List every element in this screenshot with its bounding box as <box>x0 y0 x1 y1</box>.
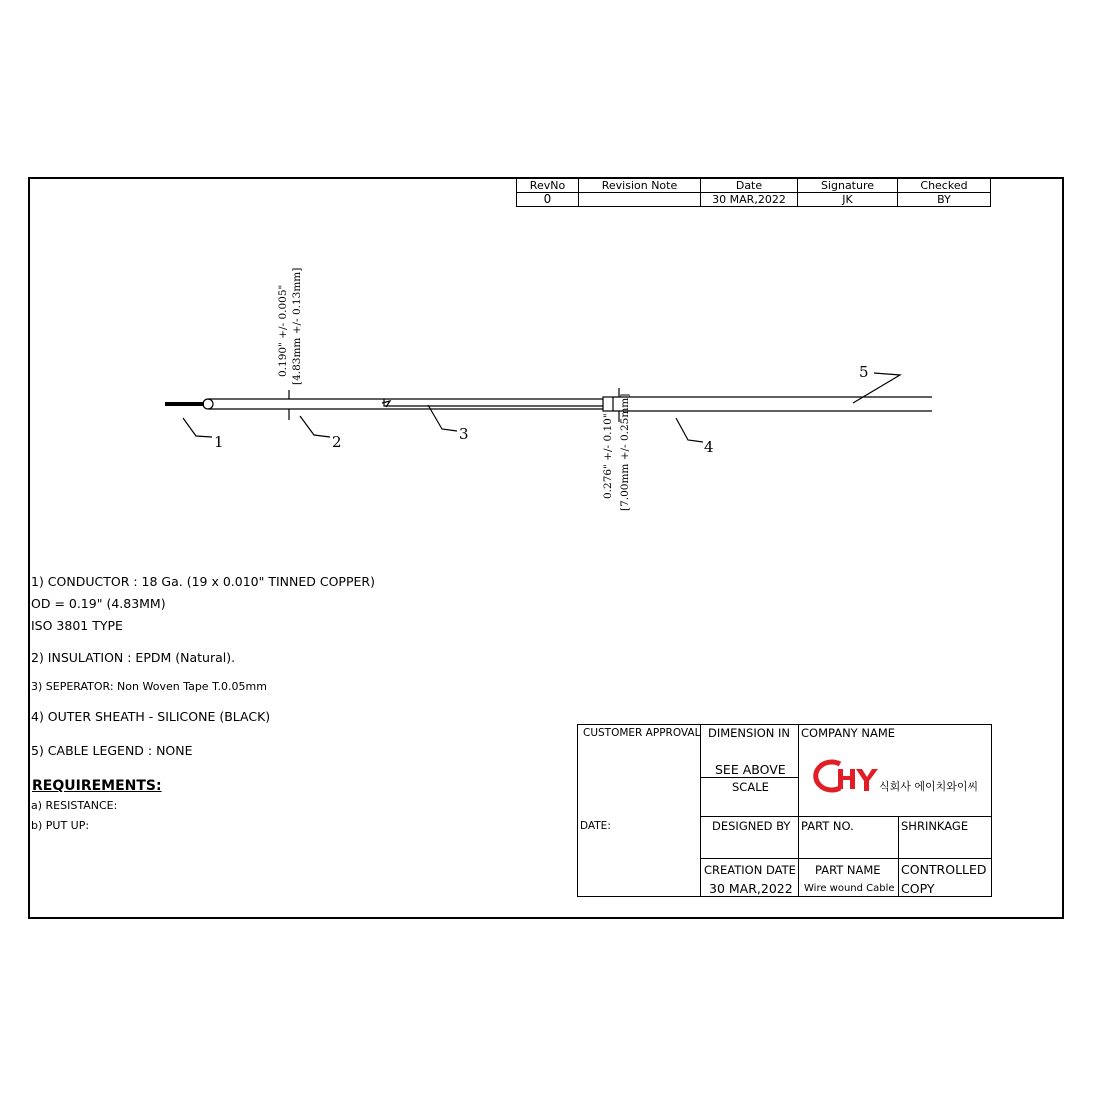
date-value: 30 MAR,2022 <box>701 193 798 207</box>
callout-1: 1 <box>214 433 224 451</box>
part-no-label: PART NO. <box>801 819 854 833</box>
separator-tape <box>384 399 603 406</box>
checked-value: BY <box>898 193 991 207</box>
rev-no-header: RevNo <box>517 179 579 193</box>
logo-h-bar <box>838 776 852 780</box>
part-name-label: PART NAME <box>815 863 881 877</box>
rev-no-value: 0 <box>517 193 579 207</box>
signature-header: Signature <box>798 179 898 193</box>
leader-2 <box>300 416 330 437</box>
shrinkage-label: SHRINKAGE <box>901 819 969 833</box>
requirements-title: REQUIREMENTS: <box>32 778 162 794</box>
leader-1 <box>183 418 212 437</box>
dim-outer-mm: [7.00mm +/- 0.25mm] <box>619 393 631 511</box>
conductor-end <box>203 399 213 409</box>
note-od: OD = 0.19" (4.83MM) <box>31 596 166 611</box>
creation-date-value: 30 MAR,2022 <box>709 881 793 896</box>
note-separator: 3) SEPERATOR: Non Woven Tape T.0.05mm <box>31 680 267 693</box>
date-header: Date <box>701 179 798 193</box>
requirement-resistance: a) RESISTANCE: <box>31 799 118 812</box>
note-insulation: 2) INSULATION : EPDM (Natural). <box>31 650 236 665</box>
callout-2: 2 <box>332 433 342 451</box>
note-outer-sheath: 4) OUTER SHEATH - SILICONE (BLACK) <box>31 709 271 724</box>
company-korean-name: 식회사 에이치와이씨 <box>879 780 979 793</box>
customer-approval-label: CUSTOMER APPROVAL <box>583 727 701 739</box>
creation-date-label: CREATION DATE <box>704 863 796 877</box>
revision-note-header: Revision Note <box>579 179 701 193</box>
approval-date-label: DATE: <box>580 820 611 832</box>
note-conductor: 1) CONDUCTOR : 18 Ga. (19 x 0.010" TINNED COPPER) <box>31 574 375 589</box>
controlled-label: CONTROLLED <box>901 862 987 877</box>
logo-c-shape <box>816 762 840 790</box>
dimension-in-label: DIMENSION IN <box>708 726 791 740</box>
requirement-put-up: b) PUT UP: <box>31 819 90 832</box>
logo-y <box>856 769 878 791</box>
leader-4 <box>676 418 703 442</box>
dim-inner-mm: [4.83mm +/- 0.13mm] <box>291 267 303 385</box>
designed-by-label: DESIGNED BY <box>712 819 791 833</box>
dim-inner-inches: 0.190" +/- 0.005" <box>277 284 289 377</box>
company-logo <box>806 759 880 795</box>
signature-value: JK <box>798 193 898 207</box>
part-name-value: Wire wound Cable <box>804 883 895 894</box>
copy-label: COPY <box>901 881 935 896</box>
sheath-collar <box>603 397 613 411</box>
note-cable-legend: 5) CABLE LEGEND : NONE <box>31 743 193 758</box>
checked-header: Checked <box>898 179 991 193</box>
logo-h-right <box>850 769 855 789</box>
scale-label: SCALE <box>732 780 769 794</box>
callout-3: 3 <box>459 425 469 443</box>
note-iso: ISO 3801 TYPE <box>31 618 123 633</box>
callout-4: 4 <box>704 438 714 456</box>
callout-5: 5 <box>859 363 869 381</box>
see-above-label: SEE ABOVE <box>715 762 786 777</box>
company-name-label: COMPANY NAME <box>801 726 896 740</box>
customer-approval-box <box>577 724 701 897</box>
dim-outer-inches: 0.276" +/- 0.10" <box>602 413 614 499</box>
